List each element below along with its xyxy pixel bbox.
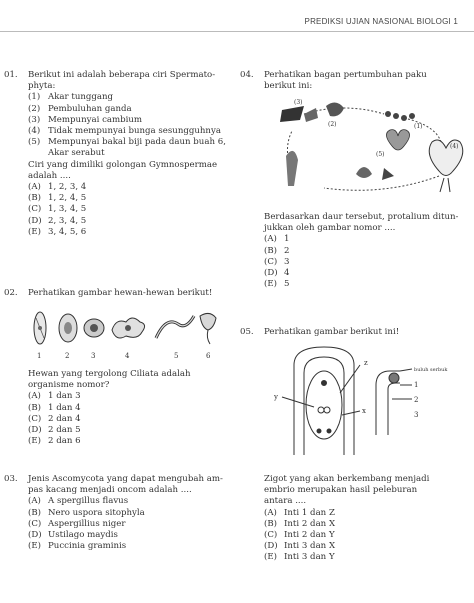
question-prompt: embrio merupakan hasil peleburan (264, 485, 418, 496)
question-stem: Perhatikan bagan pertumbuhan paku (264, 70, 427, 80)
figure-label: (3) (294, 99, 303, 106)
answer-option[interactable]: (C) Aspergillius niger (28, 518, 126, 529)
organism-2-drawing (59, 314, 77, 342)
list-item-continuation: Akar serabut (48, 148, 105, 159)
answer-option[interactable]: (C) 2 dan 4 (28, 413, 81, 424)
list-item: (3) Mempunyai cambium (28, 114, 143, 125)
answer-option[interactable]: (B) 2 (264, 245, 290, 256)
figure-label: z (364, 359, 368, 367)
figure-label: 4 (125, 352, 130, 360)
answer-option[interactable]: (D) Inti 3 dan X (264, 541, 336, 552)
question-2-answers (28, 369, 233, 447)
question-stem: Jenis Ascomycota yang dapat mengubah am- (28, 474, 223, 484)
left-column (4, 70, 233, 238)
figure-label: 1 (37, 352, 42, 360)
figure-label: 3 (414, 411, 419, 419)
organism-3-drawing (84, 319, 104, 337)
figure-label: (5) (376, 151, 385, 158)
organism-1-drawing (34, 312, 46, 344)
stage-5-drawing (386, 130, 409, 150)
question-stem: phyta: (28, 81, 56, 92)
answer-option[interactable]: (B) 1, 2, 4, 5 (28, 193, 87, 204)
question-number: 02. (4, 288, 18, 298)
answer-option[interactable]: (B) 1 dan 4 (28, 402, 81, 413)
pollen-tube-drawing (376, 369, 412, 435)
question-number: 03. (4, 474, 18, 484)
answer-option[interactable]: (A) 1 dan 3 (28, 391, 81, 402)
protozoa-figure (28, 308, 218, 360)
answer-option[interactable]: (E) 5 (264, 279, 290, 290)
answer-option[interactable]: (C) 3 (264, 256, 290, 267)
answer-option[interactable]: (A) 1, 2, 3, 4 (28, 182, 87, 193)
question-prompt: jukkan oleh gambar nomor .... (264, 223, 396, 234)
question-4 (240, 70, 464, 92)
figure-label: 6 (206, 352, 211, 360)
figure-label: 2 (414, 396, 419, 404)
answer-option[interactable]: (A) A spergillus flavus (28, 496, 129, 507)
question-stem: Perhatikan gambar berikut ini! (264, 327, 400, 337)
question-prompt: Berdasarkan daur tersebut, protalium ditun- (264, 212, 459, 222)
answer-option[interactable]: (C) Inti 2 dan Y (264, 530, 335, 541)
question-number: 01. (4, 70, 18, 80)
stage-1-drawing (385, 111, 415, 121)
answer-option[interactable]: (E) Puccinia graminis (28, 541, 127, 552)
page-header: PREDIKSI UJIAN NASIONAL BIOLOGI 1 (304, 17, 458, 26)
answer-option[interactable]: (D) 2, 3, 4, 5 (28, 215, 87, 226)
answer-option[interactable]: (A) Inti 1 dan Z (264, 507, 335, 518)
question-2 (4, 288, 233, 299)
answer-option[interactable]: (C) 1, 3, 4, 5 (28, 204, 87, 215)
ovule-fertilization-figure (264, 345, 464, 457)
answer-option[interactable]: (E) 2 dan 6 (28, 436, 81, 447)
list-item: (2) Pembuluhan ganda (28, 103, 132, 114)
stage-3-drawing (280, 106, 318, 122)
organism-6-drawing (200, 313, 216, 344)
answer-option[interactable]: (D) Ustilago maydis (28, 530, 118, 541)
fern-life-cycle-figure (264, 96, 464, 200)
question-1 (4, 70, 233, 238)
figure-label: 1 (414, 381, 419, 389)
answer-option[interactable]: (A) 1 (264, 234, 290, 245)
figure-label: 5 (174, 352, 179, 360)
question-stem: Perhatikan gambar hewan-hewan berikut! (28, 288, 213, 298)
answer-option[interactable]: (D) 4 (264, 268, 290, 279)
figure-label: 3 (91, 352, 96, 360)
question-stem: pas kacang menjadi oncom adalah .... (28, 485, 192, 496)
organism-4-drawing (112, 318, 145, 338)
question-prompt: antara .... (264, 496, 307, 507)
question-5-answers (264, 474, 464, 564)
figure-label: y (274, 393, 278, 401)
question-number: 05. (240, 327, 254, 337)
figure-label: (4) (450, 143, 459, 150)
question-3 (4, 474, 233, 552)
question-number: 04. (240, 70, 254, 80)
figure-label: x (362, 407, 366, 415)
figure-label: (2) (328, 121, 337, 128)
list-item: (4) Tidak mempunyai bunga sesungguhnya (28, 126, 221, 137)
question-prompt: adalah .... (28, 170, 71, 181)
answer-option[interactable]: (D) 2 dan 5 (28, 425, 81, 436)
question-stem: berikut ini: (264, 81, 313, 92)
answer-option[interactable]: (E) Inti 3 dan Y (264, 552, 335, 563)
question-prompt: Zigot yang akan berkembang menjadi (264, 474, 430, 484)
answer-option[interactable]: (E) 3, 4, 5, 6 (28, 226, 87, 237)
question-5 (240, 327, 464, 338)
figure-label: buluh serbuk (414, 367, 448, 373)
header-rule (0, 31, 474, 32)
stage-2-drawing (326, 102, 344, 116)
organism-5-drawing (156, 316, 194, 338)
question-stem: Berikut ini adalah beberapa ciri Spermato- (28, 70, 216, 80)
question-prompt: Hewan yang tergolong Ciliata adalah (28, 369, 191, 379)
answer-option[interactable]: (B) Inti 2 dan X (264, 518, 336, 529)
question-prompt: Ciri yang dimiliki golongan Gymnospermae (28, 159, 218, 170)
figure-label: 2 (65, 352, 70, 360)
figure-label: (1) (414, 123, 423, 130)
ovule-drawing (282, 347, 360, 455)
list-item: (5) Mempunyai bakal biji pada daun buah 6, (28, 137, 226, 148)
question-prompt: organisme nomor? (28, 380, 110, 391)
list-item: (1) Akar tunggang (28, 92, 114, 103)
question-4-answers (264, 212, 464, 290)
answer-option[interactable]: (B) Nero uspora sitophyla (28, 507, 145, 518)
